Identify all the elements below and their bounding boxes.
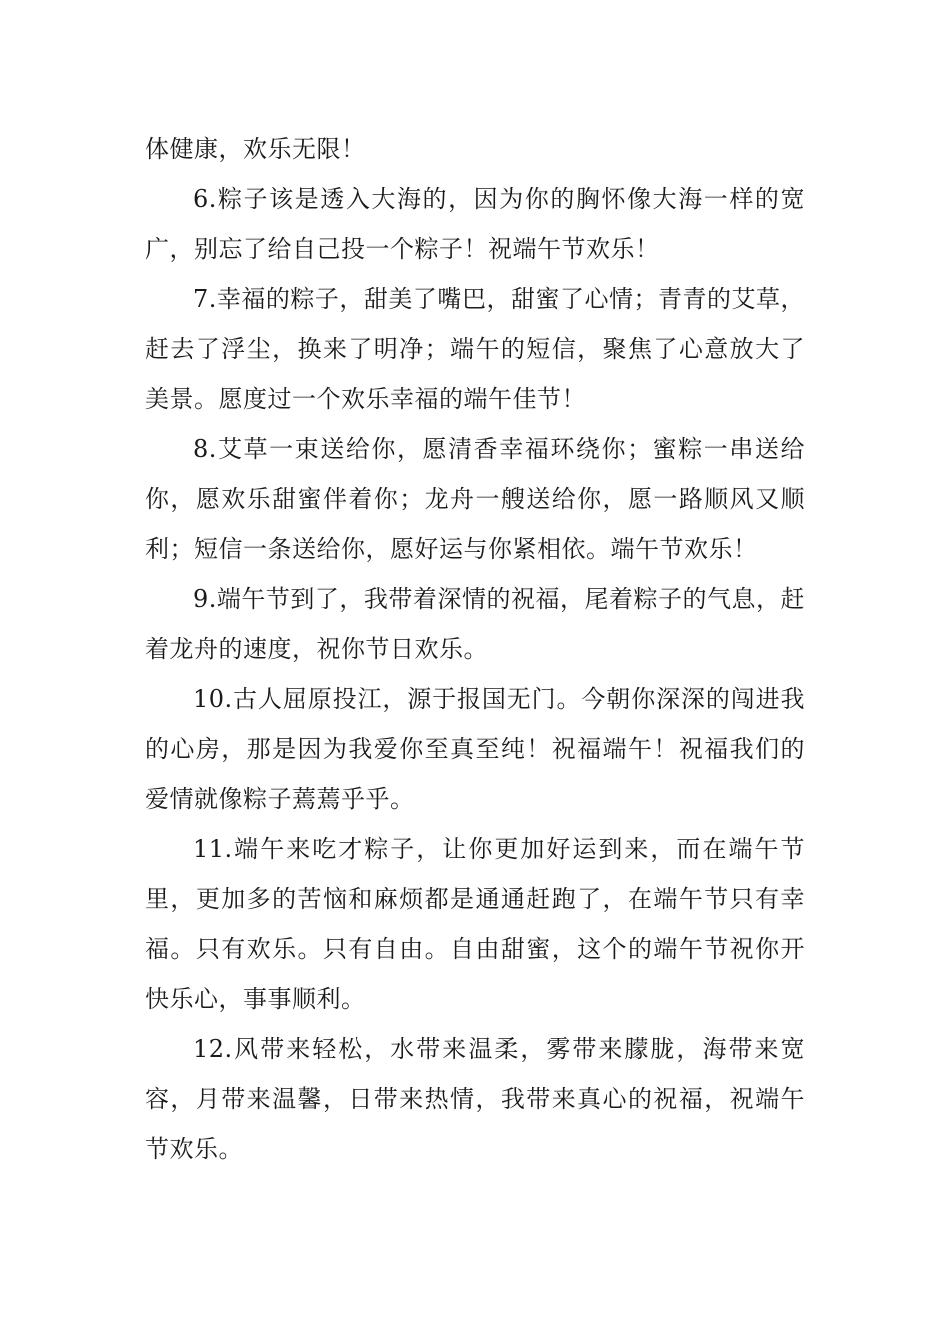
paragraph-item-9: 9.端午节到了，我带着深情的祝福，尾着粽子的气息，赶着龙舟的速度，祝你节日欢乐。 [145,585,805,663]
paragraph-item-11: 11.端午来吃才粽子，让你更加好运到来，而在端午节里，更加多的苦恼和麻烦都是通通赶跑了，在端午节只有幸福。只有欢乐。只有自由。自由甜蜜，这个的端午节祝你开快乐心，事事顺利。 [145,835,805,1013]
paragraph-item-7: 7.幸福的粽子，甜美了嘴巴，甜蜜了心情；青青的艾草，赶去了浮尘，换来了明净；端午的短信，聚焦了心意放大了美景。愿度过一个欢乐幸福的端午佳节！ [145,285,805,413]
paragraph-continuation: 体健康，欢乐无限！ [145,135,366,163]
paragraph-item-8: 8.艾草一束送给你，愿清香幸福环绕你；蜜粽一串送给你，愿欢乐甜蜜伴着你；龙舟一艘送给你，愿一路顺风又顺利；短信一条送给你，愿好运与你紧相依。端午节欢乐！ [145,435,805,563]
document-page [145,124,805,1174]
paragraph-item-12: 12.风带来轻松，水带来温柔，雾带来朦胧，海带来宽容，月带来温馨，日带来热情，我带来真心的祝福，祝端午节欢乐。 [145,1035,805,1163]
paragraph-item-10: 10.古人屈原投江，源于报国无门。今朝你深深的闯进我的心房，那是因为我爱你至真至纯！祝福端午！祝福我们的爱情就像粽子蔫蔫乎乎。 [145,685,805,813]
paragraph-item-6: 6.粽子该是透入大海的，因为你的胸怀像大海一样的宽广，别忘了给自己投一个粽子！祝端午节欢乐！ [145,185,805,263]
